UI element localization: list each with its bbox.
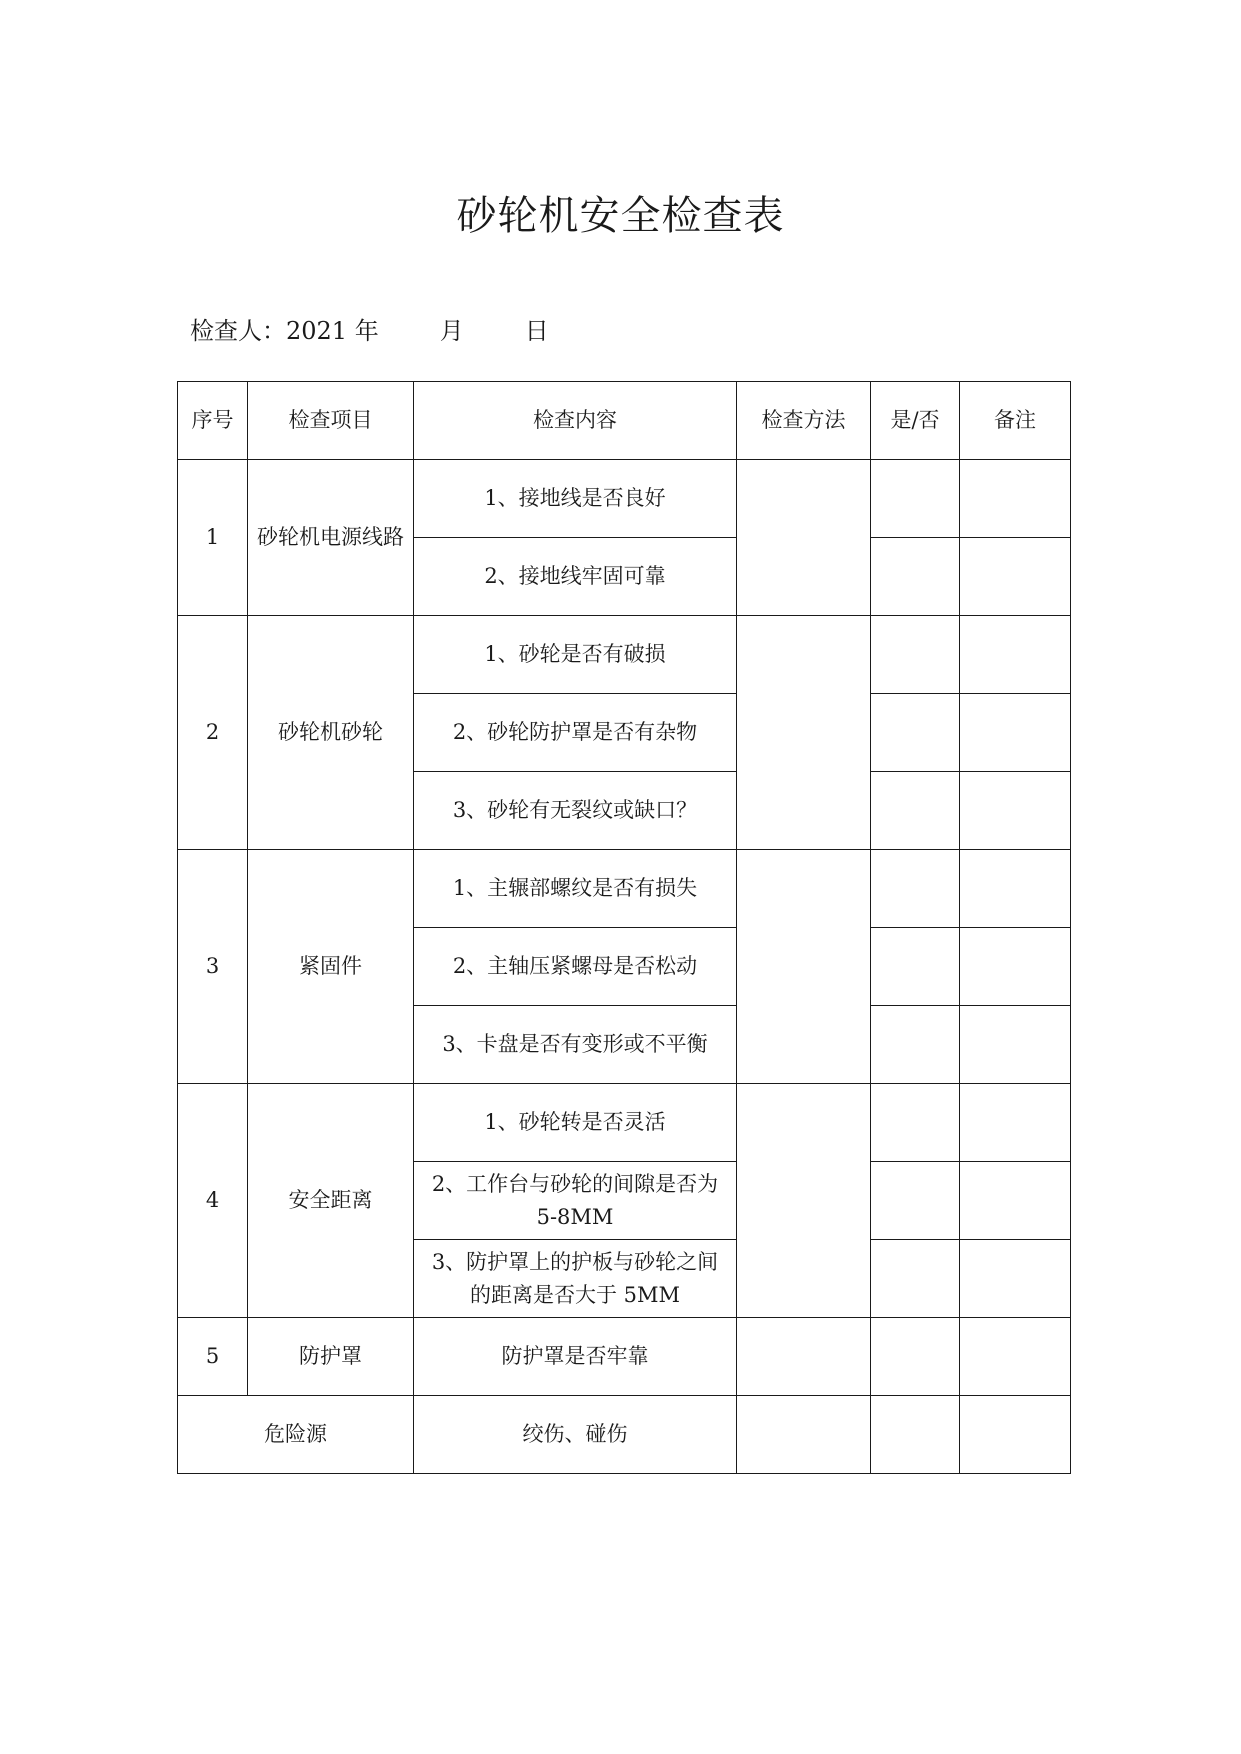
remark-cell[interactable] (960, 460, 1071, 538)
check-content: 2、主轴压紧螺母是否松动 (414, 928, 737, 1006)
remark-cell[interactable] (960, 694, 1071, 772)
header-content: 检查内容 (414, 382, 737, 460)
remark-cell[interactable] (960, 1006, 1071, 1084)
header-row (178, 382, 1071, 460)
remark-cell[interactable] (960, 1318, 1071, 1396)
inspector-label: 检查人： (190, 317, 286, 345)
yesno-cell[interactable] (871, 460, 960, 538)
remark-cell[interactable] (960, 850, 1071, 928)
yesno-cell[interactable] (871, 1318, 960, 1396)
table-row (178, 616, 1071, 694)
check-content: 3、卡盘是否有变形或不平衡 (414, 1006, 737, 1084)
yesno-cell[interactable] (871, 772, 960, 850)
remark-cell[interactable] (960, 928, 1071, 1006)
table-row (178, 1318, 1071, 1396)
method-cell[interactable] (737, 1318, 871, 1396)
check-content: 2、接地线牢固可靠 (414, 538, 737, 616)
year-value: 2021 (286, 317, 348, 345)
row-number: 1 (178, 460, 248, 616)
remark-cell[interactable] (960, 1240, 1071, 1318)
yesno-cell[interactable] (871, 694, 960, 772)
check-content: 1、砂轮转是否灵活 (414, 1084, 737, 1162)
page-title: 砂轮机安全检查表 (456, 193, 785, 239)
remark-cell[interactable] (960, 616, 1071, 694)
header-remark: 备注 (960, 382, 1071, 460)
check-content: 2、砂轮防护罩是否有杂物 (414, 694, 737, 772)
header-method: 检查方法 (737, 382, 871, 460)
yesno-cell[interactable] (871, 850, 960, 928)
header-item: 检查项目 (248, 382, 414, 460)
check-content: 1、砂轮是否有破损 (414, 616, 737, 694)
yesno-cell[interactable] (871, 1084, 960, 1162)
yesno-cell[interactable] (871, 616, 960, 694)
method-cell[interactable] (737, 460, 871, 616)
table-row (178, 850, 1071, 928)
check-content: 1、主辗部螺纹是否有损失 (414, 850, 737, 928)
remark-cell[interactable] (960, 772, 1071, 850)
table-row (178, 1084, 1071, 1162)
yesno-cell[interactable] (871, 1396, 960, 1474)
header-yesno: 是/否 (871, 382, 960, 460)
yesno-cell[interactable] (871, 538, 960, 616)
check-content: 3、防护罩上的护板与砂轮之间的距离是否大于 5MM (414, 1240, 737, 1318)
check-content: 3、砂轮有无裂纹或缺口？ (414, 772, 737, 850)
check-item: 防护罩 (248, 1318, 414, 1396)
row-number: 2 (178, 616, 248, 850)
hazard-content: 绞伤、碰伤 (414, 1396, 737, 1474)
header-no: 序号 (178, 382, 248, 460)
check-content: 防护罩是否牢靠 (414, 1318, 737, 1396)
check-content: 2、工作台与砂轮的间隙是否为5-8MM (414, 1162, 737, 1240)
hazard-label: 危险源 (178, 1396, 414, 1474)
yesno-cell[interactable] (871, 1162, 960, 1240)
check-item: 安全距离 (248, 1084, 414, 1318)
yesno-cell[interactable] (871, 1006, 960, 1084)
remark-cell[interactable] (960, 538, 1071, 616)
inspector-line (190, 313, 549, 349)
check-item: 砂轮机电源线路 (248, 460, 414, 616)
yesno-cell[interactable] (871, 928, 960, 1006)
yesno-cell[interactable] (871, 1240, 960, 1318)
method-cell[interactable] (737, 850, 871, 1084)
check-item: 砂轮机砂轮 (248, 616, 414, 850)
row-number: 4 (178, 1084, 248, 1318)
table-row (178, 460, 1071, 538)
method-cell[interactable] (737, 1084, 871, 1318)
day-unit: 日 (524, 317, 549, 345)
row-number: 5 (178, 1318, 248, 1396)
month-unit: 月 (439, 317, 464, 345)
check-content: 1、接地线是否良好 (414, 460, 737, 538)
method-cell[interactable] (737, 616, 871, 850)
remark-cell[interactable] (960, 1162, 1071, 1240)
remark-cell[interactable] (960, 1396, 1071, 1474)
hazard-row (178, 1396, 1071, 1474)
row-number: 3 (178, 850, 248, 1084)
inspection-table (177, 381, 1071, 1474)
check-item: 紧固件 (248, 850, 414, 1084)
method-cell[interactable] (737, 1396, 871, 1474)
year-unit: 年 (354, 317, 379, 345)
remark-cell[interactable] (960, 1084, 1071, 1162)
